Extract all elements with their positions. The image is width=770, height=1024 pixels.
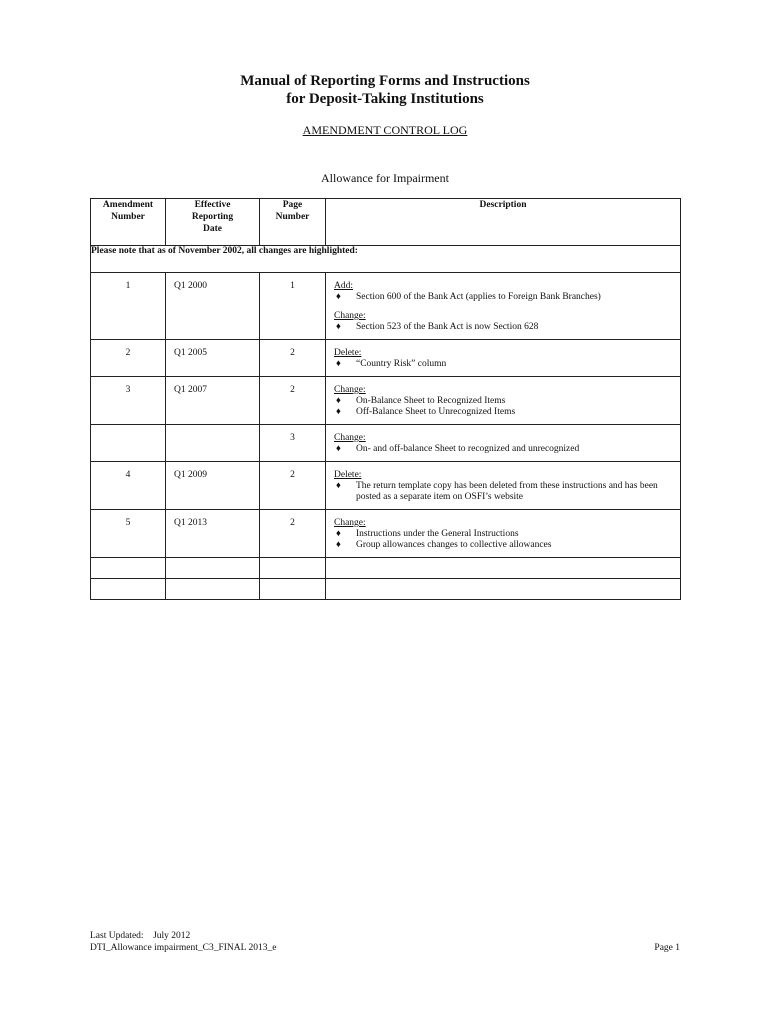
description-cell <box>326 377 681 425</box>
diamond-bullet-icon: ♦ <box>336 529 341 539</box>
page-number-cell: 2 <box>260 340 326 377</box>
amendment-number-cell: 2 <box>91 340 166 377</box>
change-item-text: Off-Balance Sheet to Unrecognized Items <box>356 407 516 417</box>
change-item <box>334 407 674 418</box>
diamond-bullet-icon: ♦ <box>336 359 341 369</box>
change-item-text: “Country Risk” column <box>356 359 447 369</box>
change-item <box>334 322 674 333</box>
effective-date-cell <box>166 425 260 462</box>
amendment-number-cell: 3 <box>91 377 166 425</box>
change-action-label: Add: <box>334 281 353 291</box>
diamond-bullet-icon: ♦ <box>336 407 341 417</box>
change-item <box>334 292 674 303</box>
effective-date-cell: Q1 2009 <box>166 462 260 510</box>
empty-row <box>91 579 681 600</box>
change-item-text: On- and off-balance Sheet to recognized and unrecognized <box>356 444 580 454</box>
description-cell <box>326 340 681 377</box>
page-number-cell: 2 <box>260 510 326 558</box>
amendment-number-cell: 4 <box>91 462 166 510</box>
highlight-note: Please note that as of November 2002, all changes are highlighted: <box>91 246 681 273</box>
page-number-cell: 3 <box>260 425 326 462</box>
effective-date-cell: Q1 2013 <box>166 510 260 558</box>
change-action-label: Change: <box>334 518 366 528</box>
change-item-text: Section 600 of the Bank Act (applies to Foreign Bank Branches) <box>356 292 601 302</box>
table-row <box>91 377 681 425</box>
amendment-number-cell: 5 <box>91 510 166 558</box>
change-action-label: Delete: <box>334 470 362 480</box>
page-number-cell: 2 <box>260 377 326 425</box>
diamond-bullet-icon: ♦ <box>336 322 341 332</box>
description-cell <box>326 425 681 462</box>
description-cell <box>326 273 681 340</box>
diamond-bullet-icon: ♦ <box>336 540 341 550</box>
change-item-text: On-Balance Sheet to Recognized Items <box>356 396 506 406</box>
change-item <box>334 396 674 407</box>
table-row <box>91 510 681 558</box>
change-item <box>334 444 674 455</box>
effective-date-cell: Q1 2007 <box>166 377 260 425</box>
change-action-label: Change: <box>334 433 366 443</box>
header-amendment-number: Amendment Number <box>91 199 166 246</box>
change-action-label: Delete: <box>334 348 362 358</box>
table-row <box>91 425 681 462</box>
change-item-text: The return template copy has been deleted from these instructions and has been posted as a separate item on OSFI’s website <box>356 481 658 502</box>
last-updated: Last Updated: July 2012 <box>90 931 191 941</box>
section-title: Allowance for Impairment <box>321 171 449 185</box>
change-item-text: Group allowances changes to collective allowances <box>356 540 552 550</box>
header-description: Description <box>326 199 681 246</box>
page-number-cell: 1 <box>260 273 326 340</box>
change-action-label: Change: <box>334 385 366 395</box>
change-item <box>334 529 674 540</box>
change-item <box>334 540 674 551</box>
description-cell <box>326 510 681 558</box>
table-row <box>91 462 681 510</box>
change-action-label: Change: <box>334 311 366 321</box>
description-cell <box>326 462 681 510</box>
change-item <box>334 481 674 503</box>
file-name: DTI_Allowance impairment_C3_FINAL 2013_e <box>90 943 277 953</box>
amendment-table <box>90 198 681 600</box>
header-page-number: Page Number <box>260 199 326 246</box>
amendment-number-cell <box>91 425 166 462</box>
change-item-text: Instructions under the General Instructions <box>356 529 519 539</box>
diamond-bullet-icon: ♦ <box>336 292 341 302</box>
amendment-number-cell: 1 <box>91 273 166 340</box>
table-header-row <box>91 199 681 246</box>
table-row <box>91 340 681 377</box>
page-number-cell: 2 <box>260 462 326 510</box>
table-row <box>91 273 681 340</box>
highlight-note-row <box>91 246 681 273</box>
document-title-line1: Manual of Reporting Forms and Instructions <box>240 73 530 89</box>
change-item <box>334 359 674 370</box>
empty-row <box>91 558 681 579</box>
diamond-bullet-icon: ♦ <box>336 444 341 454</box>
header-effective-date: Effective Reporting Date <box>166 199 260 246</box>
change-item-text: Section 523 of the Bank Act is now Section 628 <box>356 322 539 332</box>
diamond-bullet-icon: ♦ <box>336 396 341 406</box>
log-subtitle: AMENDMENT CONTROL LOG <box>302 123 468 137</box>
diamond-bullet-icon: ♦ <box>336 481 341 491</box>
page-number: Page 1 <box>654 943 680 953</box>
document-title-line2: for Deposit-Taking Institutions <box>286 91 484 107</box>
effective-date-cell: Q1 2000 <box>166 273 260 340</box>
effective-date-cell: Q1 2005 <box>166 340 260 377</box>
